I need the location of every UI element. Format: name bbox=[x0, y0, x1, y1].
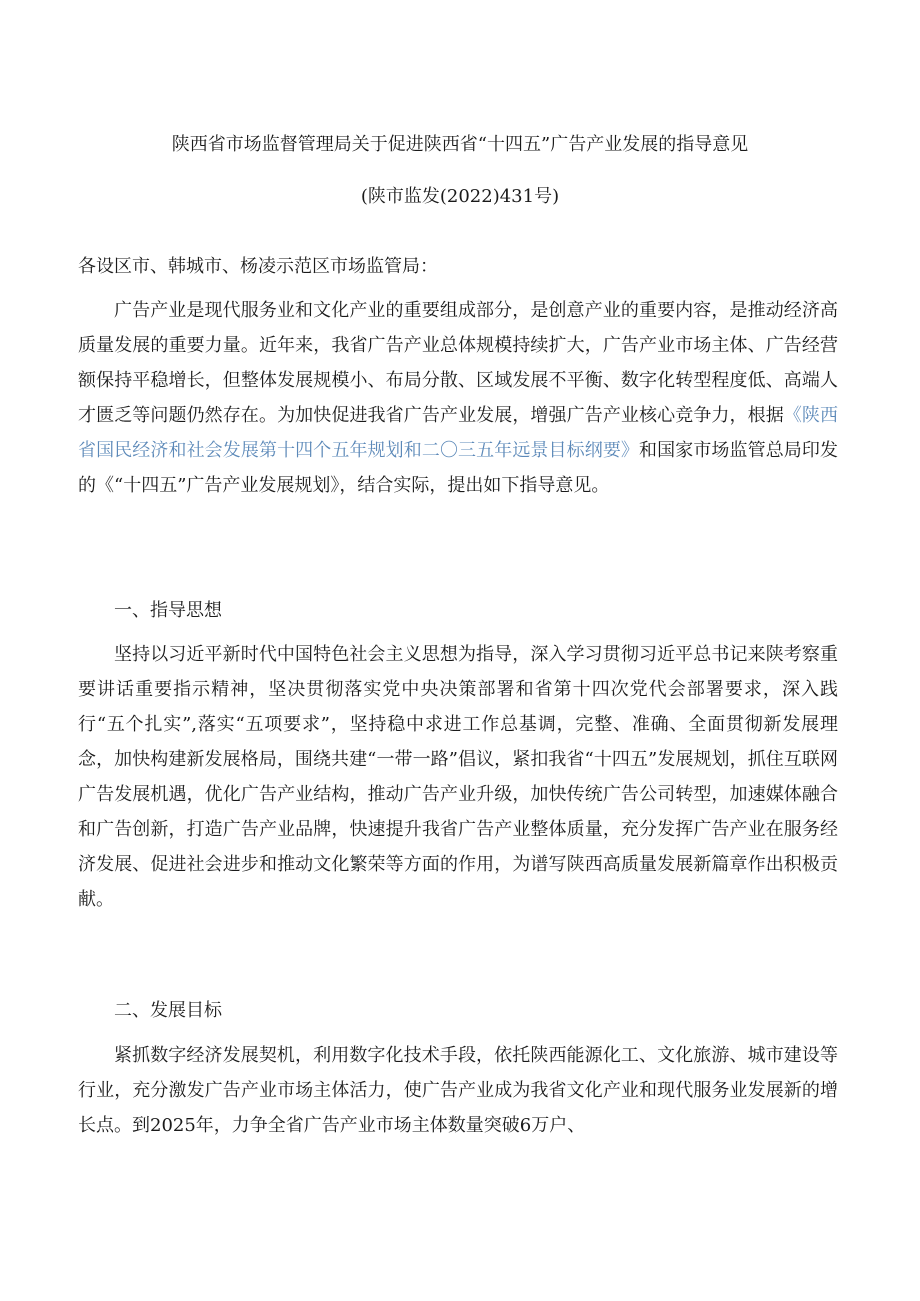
paragraph-intro-text-before: 广告产业是现代服务业和文化产业的重要组成部分，是创意产业的重要内容，是推动经济高质量发展的重要力量。近年来，我省广告产业总体规模持续扩大，广告产业市场主体、广告经营额保持平稳增长，但整体发展规模小、布局分散、区域发展不平衡、数字化转型程度低、高端人才匮乏等问题仍然存在。为加快促进我省广告产业发展，增强广告产业核心竞争力，根据 bbox=[78, 300, 838, 426]
section-heading-guiding-ideology: 一、指导思想 bbox=[114, 600, 222, 621]
paragraph-intro bbox=[78, 293, 838, 503]
paragraph-intro-text-after: 和国家市场监管总局印发的《“十四五”广告产业发展规划》，结合实际，提出如下指导意见。 bbox=[78, 440, 839, 496]
plan-reference-link[interactable]: 《陕西省国民经济和社会发展第十四个五年规划和二〇三五年远景目标纲要》 bbox=[78, 405, 839, 461]
paragraph-guiding-ideology: 坚持以习近平新时代中国特色社会主义思想为指导，深入学习贯彻习近平总书记来陕考察重要讲话重要指示精神，坚决贯彻落实党中央决策部署和省第十四次党代会部署要求，深入践行“五个扎实”,落实“五项要求”，坚持稳中求进工作总基调，完整、准确、全面贯彻新发展理念，加快构建新发展格局，围绕共建“一带一路”倡议，紧扣我省“十四五”发展规划，抓住互联网广告发展机遇，优化广告产业结构，推动广告产业升级，加快传统广告公司转型，加速媒体融合和广告创新，打造广告产业品牌，快速提升我省广告产业整体质量，充分发挥广告产业在服务经济发展、促进社会进步和推动文化繁荣等方面的作用，为谱写陕西高质量发展新篇章作出积极贡献。 bbox=[78, 644, 838, 910]
salutation: 各设区市、韩城市、杨凌示范区市场监管局： bbox=[78, 256, 438, 277]
paragraph-development-goals: 紧抓数字经济发展契机，利用数字化技术手段，依托陕西能源化工、文化旅游、城市建设等行业，充分激发广告产业市场主体活力，使广告产业成为我省文化产业和现代服务业发展新的增长点。到2025年，力争全省广告产业市场主体数量突破6万户、 bbox=[78, 1045, 838, 1136]
document-title: 陕西省市场监督管理局关于促进陕西省“十四五”广告产业发展的指导意见 bbox=[171, 134, 749, 155]
document-number: (陕市监发(2022)431号) bbox=[360, 186, 560, 207]
section-heading-development-goals: 二、发展目标 bbox=[114, 1000, 222, 1021]
